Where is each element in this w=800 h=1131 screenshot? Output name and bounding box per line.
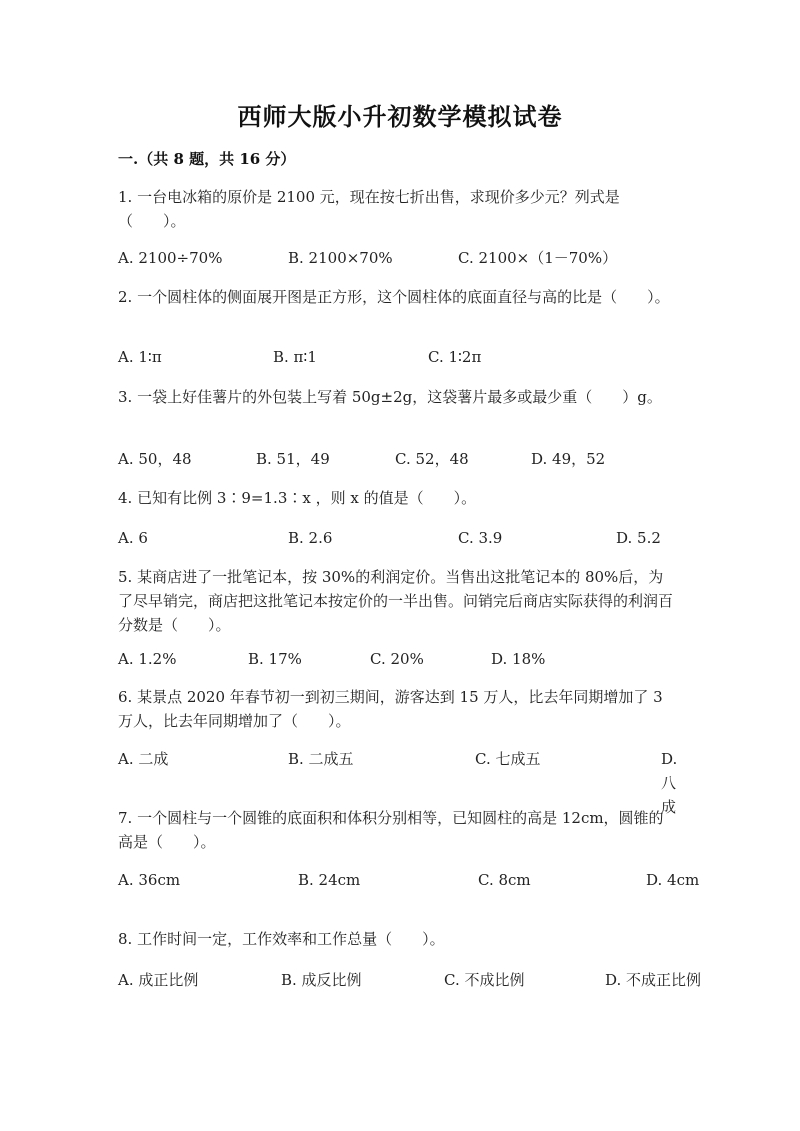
question-2-stem: 2. 一个圆柱体的侧面展开图是正方形，这个圆柱体的底面直径与高的比是（ ）。 <box>118 288 670 306</box>
question-7-stem: 7. 一个圆柱与一个圆锥的底面积和体积分别相等，已知圆柱的高是 12cm，圆锥的高是（ ）。 <box>118 809 664 851</box>
option-c[interactable]: C. 3.9 <box>458 529 503 547</box>
option-a[interactable]: A. 二成 <box>118 750 169 768</box>
question-4-stem: 4. 已知有比例 3∶9=1.3∶x ，则 x 的值是（ ）。 <box>118 489 477 507</box>
question-5-stem: 5. 某商店进了一批笔记本，按 30%的利润定价。当售出这批笔记本的 80%后，为了尽早销完，商店把这批笔记本按定价的一半出售。问销完后商店实际获得的利润百分数是（ ）。 <box>118 568 674 634</box>
option-a[interactable]: A. 1∶π <box>118 348 162 366</box>
page-title: 西师大版小升初数学模拟试卷 <box>237 102 563 131</box>
question-6-stem: 6. 某景点 2020 年春节初一到初三期间，游客达到 15 万人，比去年同期增加了 3 万人，比去年同期增加了（ ）。 <box>118 688 663 730</box>
option-a[interactable]: A. 36cm <box>118 871 181 889</box>
option-b[interactable]: B. 17% <box>248 650 302 668</box>
option-b[interactable]: B. 成反比例 <box>281 971 362 989</box>
section-heading: 一.（共 8 题，共 16 分） <box>118 150 296 168</box>
option-d[interactable]: D. 5.2 <box>616 529 661 547</box>
option-a[interactable]: A. 成正比例 <box>118 971 199 989</box>
option-d[interactable]: D. 4cm <box>646 871 700 889</box>
option-a[interactable]: A. 1.2% <box>118 650 177 668</box>
option-d[interactable]: D. 49，52 <box>531 450 606 468</box>
option-a[interactable]: A. 50，48 <box>118 450 192 468</box>
question-5-options <box>118 647 673 671</box>
option-a[interactable]: A. 2100÷70% <box>118 249 223 267</box>
option-a[interactable]: A. 6 <box>118 529 148 547</box>
question-2-options <box>118 345 673 369</box>
option-c[interactable]: C. 8cm <box>478 871 531 889</box>
question-8-stem: 8. 工作时间一定，工作效率和工作总量（ ）。 <box>118 930 445 948</box>
question-3-stem: 3. 一袋上好佳薯片的外包装上写着 50g±2g，这袋薯片最多或最少重（ ）g。 <box>118 388 662 406</box>
question-3-options <box>118 447 673 471</box>
option-c[interactable]: C. 20% <box>370 650 424 668</box>
option-c[interactable]: C. 1∶2π <box>428 348 482 366</box>
option-b[interactable]: B. π∶1 <box>273 348 317 366</box>
option-b[interactable]: B. 二成五 <box>288 750 354 768</box>
question-1-options <box>118 246 673 270</box>
question-4-options <box>118 526 673 550</box>
option-b[interactable]: B. 2100×70% <box>288 249 393 267</box>
option-c[interactable]: C. 七成五 <box>475 750 541 768</box>
option-b[interactable]: B. 51，49 <box>256 450 330 468</box>
option-c[interactable]: C. 2100×（1－70%） <box>458 249 618 267</box>
question-6-options <box>118 747 678 816</box>
option-d[interactable]: D. 不成正比例 <box>605 971 702 989</box>
question-8-options <box>118 968 702 992</box>
option-d[interactable]: D. 18% <box>491 650 546 668</box>
option-d[interactable]: D. 八成 <box>661 750 678 816</box>
option-c[interactable]: C. 52，48 <box>395 450 469 468</box>
option-b[interactable]: B. 2.6 <box>288 529 333 547</box>
question-1-stem: 1. 一台电冰箱的原价是 2100 元，现在按七折出售，求现价多少元？列式是（ ）。 <box>118 188 620 230</box>
option-c[interactable]: C. 不成比例 <box>444 971 525 989</box>
question-7-options <box>118 868 700 892</box>
option-b[interactable]: B. 24cm <box>298 871 361 889</box>
